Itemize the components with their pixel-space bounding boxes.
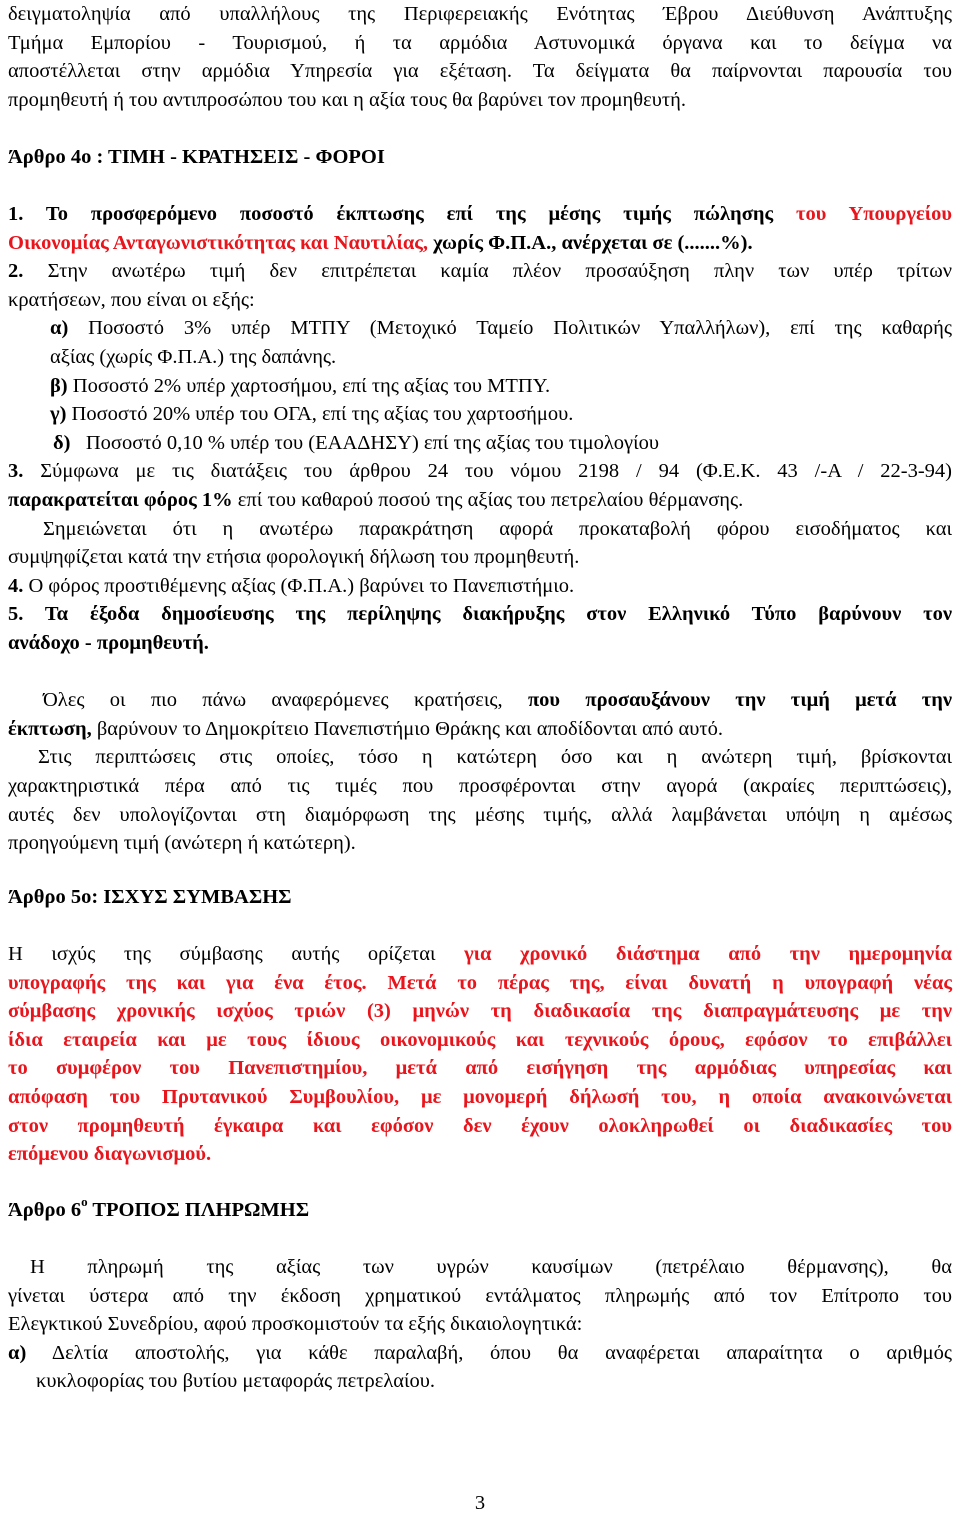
article-5-line-5: το συμφέρον του Πανεπιστημίου, μετά από εισήγηση της αρμόδιας υπηρεσίας και xyxy=(8,1057,952,1080)
article-4-item-2-line-2: κρατήσεων, που είναι οι εξής: xyxy=(8,288,255,311)
article-4-item-2-line-1 xyxy=(8,257,952,286)
intro-line-1: δειγματοληψία από υπαλλήλους της Περιφερειακής Ενότητας Έβρου Διεύθυνση Ανάπτυξης xyxy=(8,3,952,25)
article-6-heading xyxy=(8,1196,952,1225)
item-5-text: Τα έξοδα δημοσίευσης της περίληψης διακήρυξης στον Ελληνικό Τύπο βαρύνουν τον xyxy=(44,603,952,626)
article-5-line-2: υπογραφής της και για ένα έτος. Μετά το πέρας της, είναι δυνατή η υπογραφή νέας xyxy=(8,971,952,994)
deductions-line-2 xyxy=(8,715,952,744)
item-2-text: Στην ανωτέρω τιμή δεν επιτρέπεται καμία πλέον προσαύξηση πλην των υπέρ τρίτων xyxy=(47,260,952,283)
note-line-2: συμψηφίζεται κατά την ετήσια φορολογική δήλωση του προμηθευτή. xyxy=(8,546,580,569)
sub-item-c-text: Ποσοστό 20% υπέρ του ΟΓΑ, επί της αξίας του χαρτοσήμου. xyxy=(71,403,574,426)
article-4-item-5-line-1 xyxy=(8,600,952,629)
intro-line-3: αποστέλλεται στην αρμόδια Υπηρεσία για εξέταση. Τα δείγματα θα παίρνονται παρουσία του xyxy=(8,60,952,83)
item-4-text: Ο φόρος προστιθέμενης αξίας (Φ.Π.Α.) βαρύνει το Πανεπιστήμιο. xyxy=(28,574,575,597)
item-1-bold-text: Το προσφερόμενο ποσοστό έκπτωσης επί της μέσης τιμής πώλησης xyxy=(45,203,774,225)
intro-line-4: προμηθευτή ή του αντιπροσώπου του και η αξία τους θα βαρύνει τον προμηθευτή. xyxy=(8,88,686,111)
article-6-heading-text: Άρθρο 6 xyxy=(8,1199,82,1221)
cases-line-4: προηγούμενη τιμή (ανώτερη ή κατώτερη). xyxy=(8,832,356,855)
article-4-heading: Άρθρο 4ο : ΤΙΜΗ - ΚΡΑΤΗΣΕΙΣ - ΦΟΡΟΙ xyxy=(8,146,385,168)
sub-item-label: α) xyxy=(50,317,69,340)
item-number: 3. xyxy=(8,460,24,483)
sub-item-label: β) xyxy=(50,374,68,397)
article-5-line-7: στον προμηθευτή έγκαιρα και εφόσον δεν έχουν ολοκληρωθεί οι διαδικασίες του xyxy=(8,1114,952,1137)
article-4-item-4 xyxy=(8,572,952,601)
sub-item-a-line-2: αξίας (χωρίς Φ.Π.Α.) της δαπάνης. xyxy=(50,346,337,368)
sub-item-label: γ) xyxy=(50,403,67,426)
item-1-bold-text-2: χωρίς Φ.Π.Α., ανέρχεται σε (.......%). xyxy=(433,231,753,254)
sub-item-d-text: Ποσοστό 0,10 % υπέρ του (ΕΑΑΔΗΣΥ) επί της αξίας του τιμολογίου xyxy=(85,431,660,454)
article-6-heading-sup: ο xyxy=(81,1194,88,1210)
item-number: 4. xyxy=(8,574,24,597)
cases-line-2: χαρακτηριστικά πέρα από τις τιμές που προσφέρονται στην αγορά (ακραίες περιπτώσεις), xyxy=(8,775,952,797)
note-line-1: Σημειώνεται ότι η ανωτέρω παρακράτηση αφορά προκαταβολή φόρου εισοδήματος και xyxy=(43,517,952,540)
article-6-line-2: γίνεται ύστερα από την έκδοση χρηματικού εντάλματος πληρωμής από τον Επίτροπο του xyxy=(8,1284,952,1307)
deductions-line-1 xyxy=(43,686,952,715)
item-1-red-text: του Υπουργείου xyxy=(796,203,952,225)
article-5-line-1 xyxy=(8,940,952,969)
sub-item-b xyxy=(50,372,952,401)
item-1-ministry: Οικονομίας Ανταγωνιστικότητας και Ναυτιλίας, xyxy=(8,231,429,254)
intro-line-2: Τμήμα Εμπορίου - Τουρισμού, ή τα αρμόδια Αστυνομικά όργανα και το δείγμα να xyxy=(8,31,952,54)
article-6-line-3: Ελεγκτικού Συνεδρίου, αφού προσκομιστούν τα εξής δικαιολογητικά: xyxy=(8,1313,583,1336)
article-5-line-6: απόφαση του Πρυτανικού Συμβουλίου, με μονομερή δήλωσή του, η οποία ανακοινώνεται xyxy=(8,1086,952,1108)
article-4-item-3-line-1 xyxy=(8,457,952,486)
article-4-item-1-line-1 xyxy=(8,200,952,229)
deductions-text-2: βαρύνουν το Δημοκρίτειο Πανεπιστήμιο Θράκης και αποδίδονται από αυτό. xyxy=(96,717,723,740)
sub-item-c xyxy=(50,400,952,429)
article-4-item-3-line-2 xyxy=(8,486,952,515)
deductions-text: Όλες οι πιο πάνω αναφερόμενες κρατήσεις, xyxy=(43,689,503,712)
item-3-text: Σύμφωνα με τις διατάξεις του άρθρου 24 του νόμου 2198 / 94 (Φ.Ε.Κ. 43 /-Α / 22-3-94) xyxy=(40,460,952,483)
article-6-item-a-line-2: κυκλοφορίας του βυτίου μεταφοράς πετρελαίου. xyxy=(36,1370,436,1393)
item-number: 5. xyxy=(8,603,24,626)
sub-item-a-line-1 xyxy=(50,314,952,343)
deductions-bold-text-2: έκπτωση, xyxy=(8,717,92,740)
article-6-line-1: Η πληρωμή της αξίας των υγρών καυσίμων (πετρέλαιο θέρμανσης), θα xyxy=(30,1256,952,1278)
article-5-line-4: ίδια εταιρεία και με τους ίδιους οικονομικούς και τεχνικούς όρους, εφόσον το επιβάλλει xyxy=(8,1028,952,1051)
cases-line-1: Στις περιπτώσεις στις οποίες, τόσο η κατώτερη όσο και η ανώτερη τιμή, βρίσκονται xyxy=(38,746,952,769)
article-5-line-8: επόμενου διαγωνισμού. xyxy=(8,1143,212,1166)
article-5-heading: Άρθρο 5ο: ΙΣΧΥΣ ΣΥΜΒΑΣΗΣ xyxy=(8,886,292,908)
deductions-bold-text: που προσαυξάνουν την τιμή μετά την xyxy=(527,689,952,712)
article-4-item-5-line-2: ανάδοχο - προμηθευτή. xyxy=(8,632,209,654)
item-number: 1. xyxy=(8,203,24,225)
page-number: 3 xyxy=(474,1492,486,1514)
item-3-text-2: επί του καθαρού ποσού της αξίας του πετρελαίου θέρμανσης. xyxy=(237,489,744,511)
article-6-item-a-text: Δελτία αποστολής, για κάθε παραλαβή, όπου θα αναφέρεται απαραίτητα ο αριθμός xyxy=(51,1341,952,1364)
sub-item-label: δ) xyxy=(53,431,71,454)
article-6-heading-title: ΤΡΟΠΟΣ ΠΛΗΡΩΜΗΣ xyxy=(87,1199,310,1221)
item-number: 2. xyxy=(8,260,24,283)
item-3-bold-text: παρακρατείται φόρος 1% xyxy=(8,489,233,511)
article-5-line-3: σύμβασης χρονικής ισχύος τριών (3) μηνών τη διαδικασία της διαπραγμάτευσης με την xyxy=(8,1000,952,1023)
article-5-red-text: για χρονικό διάστημα από την ημερομηνία xyxy=(464,943,952,965)
article-4-item-1-line-2 xyxy=(8,229,952,258)
article-6-item-a-line-1 xyxy=(8,1339,952,1368)
sub-item-label: α) xyxy=(8,1341,27,1364)
sub-item-b-text: Ποσοστό 2% υπέρ χαρτοσήμου, επί της αξίας του ΜΤΠΥ. xyxy=(72,374,551,397)
sub-item-a-text: Ποσοστό 3% υπέρ ΜΤΠΥ (Μετοχικό Ταμείο Πολιτικών Υπαλλήλων), επί της καθαρής xyxy=(88,317,952,340)
sub-item-d xyxy=(53,429,952,458)
article-5-text: Η ισχύς της σύμβασης αυτής ορίζεται xyxy=(8,943,436,965)
cases-line-3: αυτές δεν υπολογίζονται στη διαμόρφωση της μέσης τιμής, αλλά λαμβάνεται υπόψη η αμέσως xyxy=(8,803,952,826)
